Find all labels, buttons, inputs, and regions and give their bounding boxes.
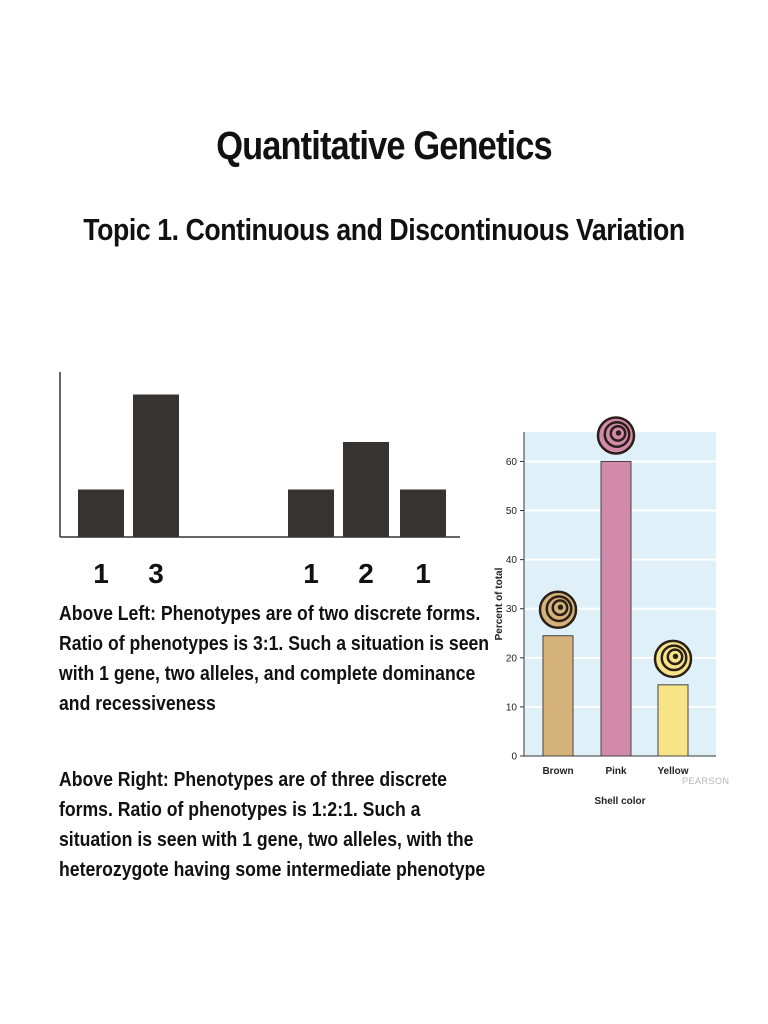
publisher-logo: PEARSON [682, 776, 730, 786]
y-tick-label: 20 [505, 653, 517, 665]
ratio-label: 1 [303, 558, 319, 589]
pink-snail-shell-icon [598, 417, 634, 453]
x-tick-label: Yellow [657, 766, 689, 777]
above-left-line: and recessiveness [59, 692, 216, 715]
y-tick-label: 40 [505, 555, 517, 567]
ratio-label: 1 [93, 558, 109, 589]
y-tick-label: 10 [505, 702, 517, 714]
above-right-line: situation is seen with 1 gene, two alleles, with the [59, 828, 474, 851]
shell-apex [673, 654, 678, 659]
ratio-bar [133, 395, 179, 538]
ratio-label: 3 [148, 558, 164, 589]
slide-title: Quantitative Genetics [216, 124, 552, 168]
y-tick-label: 30 [505, 604, 517, 616]
x-tick-label: Brown [542, 766, 574, 777]
shell-bar [543, 636, 573, 756]
ratio-bar [78, 490, 124, 538]
shell-apex [558, 605, 563, 610]
yellow-snail-shell-icon [655, 641, 691, 677]
phenotype-ratio-chart [40, 360, 480, 595]
above-left-line: Ratio of phenotypes is 3:1. Such a situation is seen [59, 632, 490, 655]
y-axis-label: Percent of total [494, 567, 505, 641]
y-tick-label: 50 [505, 506, 517, 518]
shell-apex [616, 430, 621, 435]
above-right-paragraph [59, 765, 486, 885]
x-tick-label: Pink [605, 766, 627, 777]
ratio-bar [288, 490, 334, 538]
above-left-paragraph [59, 599, 490, 719]
above-left-line: Above Left: Phenotypes are of two discrete forms. [59, 602, 481, 625]
above-left-line: with 1 gene, two alleles, and complete dominance [59, 662, 476, 685]
x-axis-label: Shell color [594, 796, 646, 807]
shell-bar [601, 461, 631, 756]
ratio-bar [343, 442, 389, 537]
ratio-label: 2 [358, 558, 374, 589]
ratio-bar [400, 490, 446, 538]
slide-subtitle: Topic 1. Continuous and Discontinuous Variation [83, 212, 685, 247]
y-tick-label: 0 [511, 751, 517, 763]
above-right-line: Above Right: Phenotypes are of three discrete [59, 768, 447, 791]
ratio-label: 1 [415, 558, 431, 589]
shell-color-chart [486, 372, 722, 812]
above-right-line: heterozygote having some intermediate phenotype [59, 858, 486, 881]
shell-bar [658, 685, 688, 756]
above-right-line: forms. Ratio of phenotypes is 1:2:1. Such a [59, 798, 421, 821]
y-tick-label: 60 [505, 456, 517, 468]
brown-snail-shell-icon [540, 592, 576, 628]
